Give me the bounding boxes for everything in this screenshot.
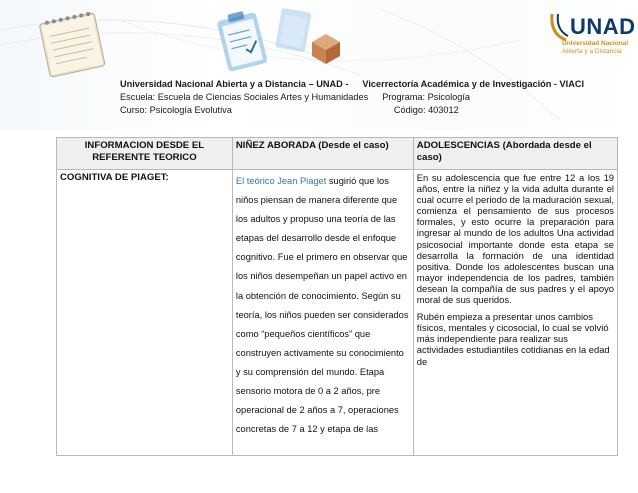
- theory-label-cell: COGNITIVA DE PIAGET:: [57, 170, 233, 456]
- logo-subtitle-2: Abierta y a Distancia: [562, 48, 622, 55]
- box-illustration: [306, 28, 346, 68]
- header-line-1: [120, 78, 620, 91]
- logo-wordmark: UNAD: [570, 14, 636, 39]
- notepad-illustration: [32, 8, 112, 80]
- header-adolescence: ADOLESCENCIAS (Abordada desde el caso): [413, 138, 617, 170]
- childhood-cell: [232, 170, 413, 456]
- header-childhood: NIÑEZ ABORADA (Desde el caso): [232, 138, 413, 170]
- course-code: Código: 403012: [393, 105, 459, 115]
- table-row: [57, 170, 618, 456]
- course-name: Curso: Psicología Evolutiva: [120, 105, 232, 115]
- vice-rectory: Vicerrectoría Académica y de Investigación - VIACI: [362, 79, 585, 89]
- childhood-text: sugirió que los niños piensan de manera diferente que los adultos y propuso una teoría de las etapas del desarrollo desde el enfoque cognitivo. Fue el primero en observar que los niños desempeñan un papel activo en la obtención de conocimiento. Según su teoría, los niños pueden ser considerados como “pequeños científicos” que construyen activamente su conocimiento y su comprensión del mundo. Etapa sensorio motora de 0 a 2 años, pre operacional de 2 años a 7, operaciones concretas de 7 a 12 y etapa de las: [235, 176, 409, 435]
- school-name: Escuela: Escuela de Ciencias Sociales Artes y Humanidades: [120, 92, 369, 102]
- logo-subtitle-1: Universidad Nacional: [562, 40, 629, 47]
- adolescence-paragraph-2: Rubén empieza a presentar unos cambios físicos, mentales y cicosocial, lo cual se volvió más independiente para realizar sus actividades estudiantiles cotidianas en la edad de: [416, 311, 610, 367]
- header-line-3: [120, 104, 620, 117]
- document-header: [120, 78, 620, 117]
- unad-logo: [548, 6, 636, 64]
- header-banner: [0, 0, 638, 130]
- piaget-link[interactable]: El teórico Jean Piaget: [235, 176, 327, 186]
- table-header-row: [57, 138, 618, 170]
- adolescence-paragraph-1: En su adolescencia que fue entre 12 a los 19 años, entre la niñez y la vida adulta durante el cual ocurre el periodo de la maduración sexual, comienza el pensamiento de sus procesos formales, y esto ocurre la preparación para ingresar al mundo de los adultos Una actividad psicosocial importante donde esta etapa se desarrolla la formación de una identidad positiva. Donde los adolescentes buscan una mayor independencia de los padres, también desean la compañía de sus padres y el apoyo moral de sus queridos.: [416, 172, 614, 306]
- header-theoretical-reference: INFORMACION DESDE EL REFERENTE TEORICO: [57, 138, 233, 170]
- header-line-2: [120, 91, 620, 104]
- adolescence-cell: [413, 170, 617, 456]
- institution-name: Universidad Nacional Abierta y a Distancia – UNAD -: [120, 79, 349, 89]
- clipboard-illustration: [212, 6, 272, 76]
- program-name: Programa: Psicología: [382, 92, 471, 102]
- analysis-table: [56, 137, 618, 456]
